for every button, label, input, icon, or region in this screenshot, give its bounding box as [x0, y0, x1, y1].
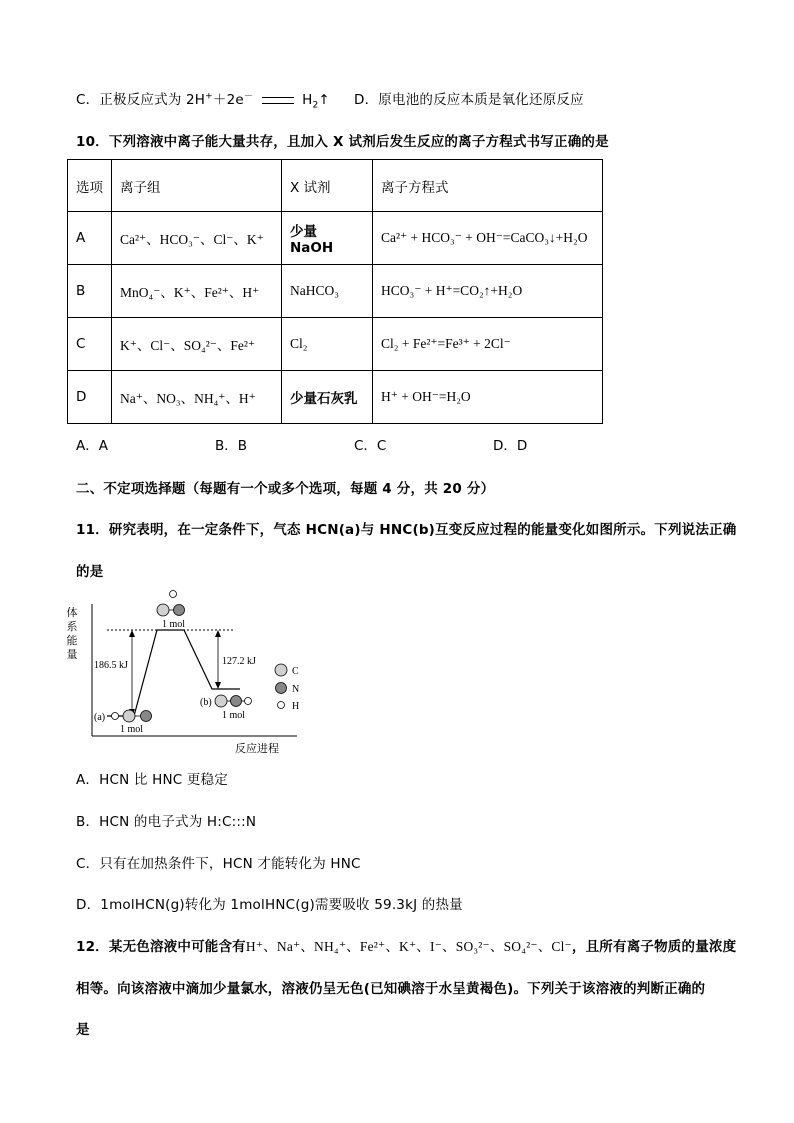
legend-c: C [292, 666, 299, 677]
header-ions: 离子组 [112, 160, 282, 212]
a-label: (a) [94, 712, 106, 723]
section-heading: 二、不定项选择题（每题有一个或多个选项，每题 4 分，共 20 分） [76, 481, 495, 497]
header-equation: 离子方程式 [373, 160, 603, 212]
q11-option-d: D．1molHCN(g)转化为 1molHNC(g)需要吸收 59.3kJ 的热量 [76, 897, 463, 913]
q12-stem-line3: 是 [76, 1022, 90, 1038]
y-axis-label-3: 能 [66, 634, 78, 647]
row-ions: Na⁺、NO₃、NH₄⁺、H⁺ [112, 371, 282, 424]
a-mol-label: 1 mol [120, 724, 144, 735]
table-row [68, 212, 603, 265]
header-option: 选项 [68, 160, 112, 212]
energy-right-label: 127.2 kJ [222, 656, 256, 667]
choice-d: D．D [493, 438, 528, 454]
q11-stem-line1: 11．研究表明，在一定条件下，气态 HCN(a)与 HNC(b)互变反应过程的能量变化如图所示。下列说法正确 [76, 522, 737, 538]
row-reagent: 少量 NaOH [282, 212, 373, 265]
top-mol-label: 1 mol [162, 619, 186, 630]
q11-option-a: A．HCN 比 HNC 更稳定 [76, 772, 228, 788]
equals-long [262, 97, 294, 104]
b-mol-label: 1 mol [222, 710, 246, 721]
q11-option-c: C．只有在加热条件下，HCN 才能转化为 HNC [76, 856, 361, 872]
choice-a: A．A [76, 438, 108, 454]
q10-choices [76, 434, 632, 454]
legend-h: H [292, 701, 300, 712]
row-ions: Ca²⁺、HCO₃⁻、Cl⁻、K⁺ [112, 212, 282, 265]
row-ions: K⁺、Cl⁻、SO₄²⁻、Fe²⁺ [112, 318, 282, 371]
table-row [68, 371, 603, 424]
row-option: A [68, 212, 112, 265]
q11-option-b: B．HCN 的电子式为 H:C:::N [76, 814, 257, 830]
q12-stem-line2: 相等。向该溶液中滴加少量氯水，溶液仍呈无色(已知碘溶于水呈黄褐色)。下列关于该溶液的判断正确的 [76, 981, 706, 997]
row-ions: MnO₄⁻、K⁺、Fe²⁺、H⁺ [112, 265, 282, 318]
q11-stem-line2: 的是 [76, 564, 104, 580]
legend-n: N [292, 684, 300, 695]
header-reagent: X 试剂 [282, 160, 373, 212]
energy-diagram [62, 584, 312, 759]
choice-b: B．B [215, 438, 248, 454]
b-label: (b) [200, 697, 212, 708]
q10-table [67, 159, 603, 424]
row-option: B [68, 265, 112, 318]
q9-option-c: C．正极反应式为 2H+＋2e－ $H_2↑$ [76, 91, 330, 111]
row-equation: H⁺ + OH⁻=H₂O [373, 371, 603, 424]
energy-left-label: 186.5 kJ [94, 660, 128, 671]
q12-stem-line1: 12．某无色溶液中可能含有H⁺、Na⁺、NH₄⁺、Fe²⁺、K⁺、I⁻、SO₃²⁻、SO₄²⁻、Cl⁻，且所有离子物质的量浓度 [76, 939, 737, 955]
row-equation: Ca²⁺ + HCO₃⁻ + OH⁻=CaCO₃↓+H₂O [373, 212, 603, 265]
row-equation: Cl₂ + Fe²⁺=Fe³⁺ + 2Cl⁻ [373, 318, 603, 371]
table-header-row [68, 160, 603, 212]
table-row [68, 318, 603, 371]
q10-stem: 10．下列溶液中离子能大量共存，且加入 X 试剂后发生反应的离子方程式书写正确的是 [76, 134, 609, 150]
y-axis-label-2: 系 [66, 620, 78, 633]
y-axis-label-1: 体 [66, 606, 78, 619]
row-reagent: 少量石灰乳 [282, 371, 373, 424]
y-axis-label-4: 量 [66, 648, 78, 661]
row-reagent: NaHCO₃ [282, 265, 373, 318]
choice-c: C．C [354, 438, 387, 454]
row-equation: HCO₃⁻ + H⁺=CO₂↑+H₂O [373, 265, 603, 318]
q9-option-d: D．原电池的反应本质是氧化还原反应 [354, 92, 584, 108]
row-option: C [68, 318, 112, 371]
table-row [68, 265, 603, 318]
row-reagent: Cl₂ [282, 318, 373, 371]
row-option: D [68, 371, 112, 424]
x-axis-label: 反应进程 [235, 742, 279, 755]
